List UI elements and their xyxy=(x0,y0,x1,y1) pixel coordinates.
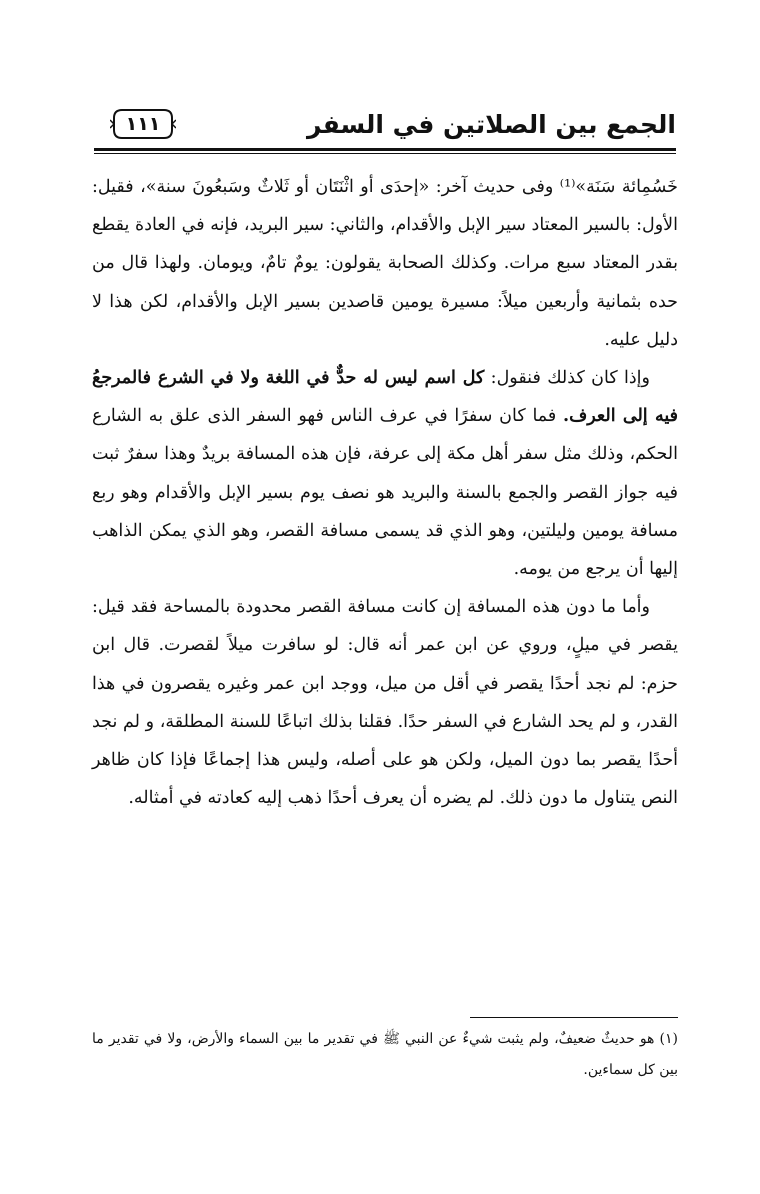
paragraph-2-rest: فما كان سفرًا في عرف الناس فهو السفر الذى علق به الشارع الحكم، وذلك مثل سفر أهل مكة إلى عرفة، فإن هذه المسافة بريدٌ وهذا سفرٌ ثبت فيه جواز القصر والجمع بالسنة والبريد هو نصف يوم بسير الإبل والأقدام وهو ربع مسافة يومين وليلتين، وهو الذي قد يسمى مسافة القصر، وهو الذي يمكن الذاهب إليها أن يرجع من يومه. xyxy=(92,406,678,580)
running-header xyxy=(94,104,676,150)
paragraph-3: وأما ما دون هذه المسافة إن كانت مسافة القصر محدودة بالمساحة فقد قيل: يقصر في ميلٍ، وروي عن ابن عمر أنه قال: لو سافرت ميلاً لقصرت. قال ابن حزم: لم نجد أحدًا يقصر في أقل من ميل، ووجد ابن عمر وغيره يقصرون في هذا القدر، و لم يحد الشارع في السفر حدًا. فقلنا بذلك اتباعًا للسنة المطلقة، و لم نجد أحدًا يقصر بما دون الميل، ولكن هو على أصله، وليس هذا إجماعًا فإذا كان ظاهر النص يتناول ما دون ذلك. لم يضره أن يعرف أحدًا ذهب إليه كعادته في أمثاله. xyxy=(92,597,678,809)
paragraph-2-lead: وإذا كان كذلك فنقول: xyxy=(484,368,650,389)
footnote-1: (١) هو حديثٌ ضعيفٌ، ولم يثبت شيءٌ عن النبي ﷺ في تقدير ما بين السماء والأرض، ولا في تقدير ما بين كل سماءين. xyxy=(92,1031,678,1078)
main-text xyxy=(92,168,678,817)
footnote-separator xyxy=(470,1017,678,1018)
paragraph-2 xyxy=(92,359,678,588)
paragraph-1: خَسُمِائة سَنَة»⁽¹⁾ وفى حديث آخر: «إحدَى أو اثْنَتَان أو ثَلاثٌ وسَبعُونَ سنة»، فقيل: الأول: بالسير المعتاد سير الإبل والأقدام، والثاني: سير البريد، فإنه في العادة يقطع بقدر المعتاد سبع مرات. وكذلك الصحابة يقولون: يومٌ تامٌ، ويومان. ولهذا قال من حده بثمانية وأربعين ميلاً: مسيرة يومين قاصدين بسير الإبل والأقدام، لكن هذا لا دليل عليه. xyxy=(92,177,678,350)
footnote-block xyxy=(92,1024,678,1086)
page-number-ornament xyxy=(110,106,176,142)
header-rule-thick xyxy=(94,148,676,151)
chapter-title: الجمع بين الصلاتين في السفر xyxy=(307,110,676,139)
paragraph-2-bold-rule: كل اسم ليس له حدٌّ في اللغة ولا في الشرع فالمرجعُ فيه إلى العرف. xyxy=(92,368,678,427)
header-rule-thin xyxy=(94,153,676,154)
page-number: ١١١ xyxy=(125,113,161,135)
